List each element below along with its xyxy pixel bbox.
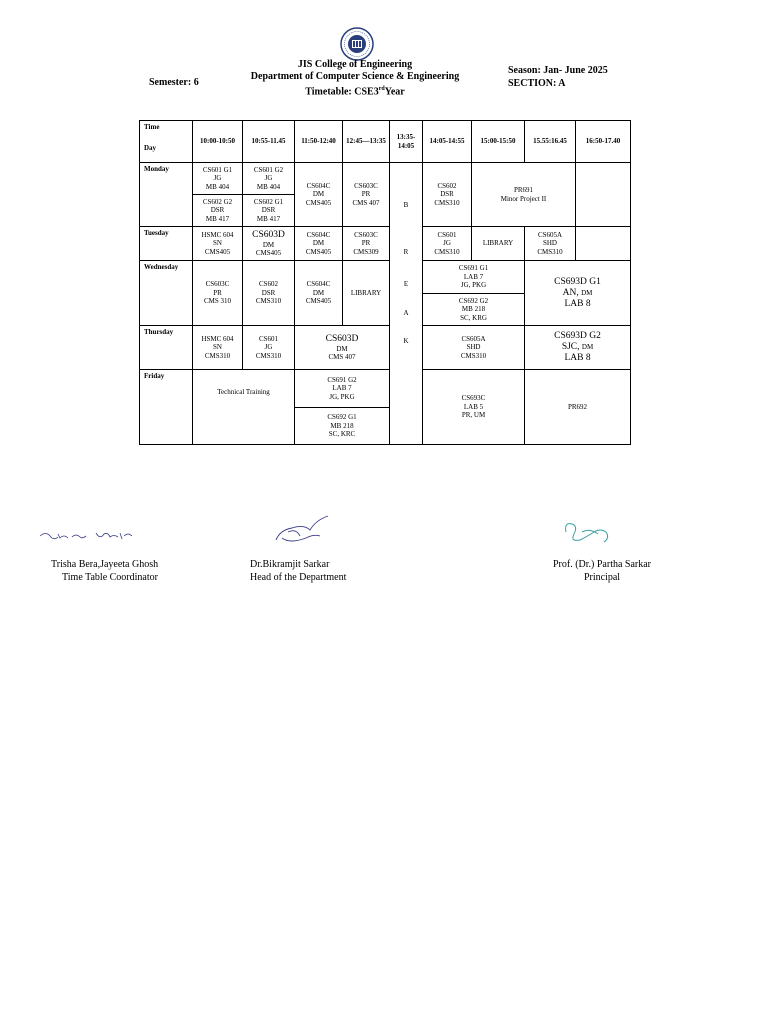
break-column: B R E A K: [390, 163, 423, 445]
wednesday-row-a: [140, 261, 631, 294]
slot-header: 15.55:16.45: [525, 121, 576, 163]
coordinator-signature: [38, 528, 138, 544]
semester-label: Semester: 6: [149, 77, 199, 88]
thursday-row: [140, 326, 631, 370]
time-day-header: Time Day: [140, 121, 193, 163]
empty-cell: [576, 163, 631, 227]
tuesday-class-cell: CS605A SHD CMS310: [525, 227, 576, 261]
wednesday-class-cell: CS602 DSR CMS310: [243, 261, 295, 326]
wednesday-lab-cell: CS692 G2 MB 218 SC, KRG: [423, 294, 525, 326]
day-monday: Monday: [140, 163, 193, 227]
timetable-title: Timetable: CSE3rdYear: [305, 86, 405, 98]
slot-header: 15:00-15:50: [472, 121, 525, 163]
day-wednesday: Wednesday: [140, 261, 193, 326]
signatory-role: Time Table Coordinator: [62, 572, 158, 583]
slot-header: 11:50-12:40: [295, 121, 343, 163]
signature-coordinator: [51, 558, 167, 584]
signatory-role: Principal: [583, 572, 621, 583]
monday-row-a: [140, 163, 631, 195]
day-tuesday: Tuesday: [140, 227, 193, 261]
thursday-elective-cell: CS693D G2 SJC, DM LAB 8: [525, 326, 631, 370]
friday-lab-cell: CS693C LAB 5 PR, UM: [423, 370, 525, 445]
technical-training-cell: Technical Training: [193, 370, 295, 445]
thursday-class-cell: CS603D DM CMS 407: [295, 326, 390, 370]
monday-class-cell: CS604C DM CMS405: [295, 163, 343, 227]
slot-header: 13:35-14:05: [390, 121, 423, 163]
tuesday-class-cell: CS601 JG CMS310: [423, 227, 472, 261]
tuesday-class-cell: HSMC 604 SN CMS405: [193, 227, 243, 261]
monday-class-cell: CS602 DSR CMS310: [423, 163, 472, 227]
slot-header: 16:50-17.40: [576, 121, 631, 163]
season-label: Season: Jan- June 2025: [508, 65, 608, 76]
college-logo: [340, 27, 374, 61]
library-cell: LIBRARY: [343, 261, 390, 326]
signatory-name: Dr.Bikramjit Sarkar: [250, 559, 330, 570]
thursday-class-cell: CS605A SHD CMS310: [423, 326, 525, 370]
signature-hod: [250, 558, 346, 584]
slot-header: 10:00-10:50: [193, 121, 243, 163]
document-header: [230, 59, 480, 98]
college-name: JIS College of Engineering: [297, 59, 413, 70]
principal-signature: [560, 518, 615, 548]
tuesday-class-cell: CS603D DM CMS405: [243, 227, 295, 261]
slot-header: 14:05-14:55: [423, 121, 472, 163]
timetable: [139, 120, 631, 445]
empty-cell: [576, 227, 631, 261]
slot-header: 12:45—13:35: [343, 121, 390, 163]
monday-project-cell: PR691 Minor Project II: [472, 163, 576, 227]
tuesday-class-cell: CS604C DM CMS405: [295, 227, 343, 261]
signatory-name: Prof. (Dr.) Partha Sarkar: [552, 559, 652, 570]
day-friday: Friday: [140, 370, 193, 445]
library-cell: LIBRARY: [472, 227, 525, 261]
friday-row-a: [140, 370, 631, 408]
hod-signature: [270, 510, 335, 550]
signature-principal: [548, 558, 656, 584]
signatory-role: Head of the Department: [250, 572, 347, 583]
monday-class-cell: CS601 G2 JG MB 404: [243, 163, 295, 195]
section-label: SECTION: A: [508, 78, 566, 89]
wednesday-class-cell: CS604C DM CMS405: [295, 261, 343, 326]
friday-project-cell: PR692: [525, 370, 631, 445]
wednesday-elective-cell: CS693D G1 AN, DM LAB 8: [525, 261, 631, 326]
season-block: [508, 64, 608, 90]
thursday-class-cell: CS601 JG CMS310: [243, 326, 295, 370]
friday-lab-cell: CS691 G2 LAB 7 JG, PKG: [295, 370, 390, 408]
tuesday-row: [140, 227, 631, 261]
friday-lab-cell: CS692 G1 MB 218 SC, KRC: [295, 408, 390, 445]
header-row: [140, 121, 631, 163]
wednesday-class-cell: CS603C PR CMS 310: [193, 261, 243, 326]
slot-header: 10:55-11.45: [243, 121, 295, 163]
thursday-class-cell: HSMC 604 SN CMS310: [193, 326, 243, 370]
monday-class-cell: CS602 G1 DSR MB 417: [243, 195, 295, 227]
monday-class-cell: CS601 G1 JG MB 404: [193, 163, 243, 195]
day-thursday: Thursday: [140, 326, 193, 370]
signatory-name: Trisha Bera,Jayeeta Ghosh: [51, 559, 159, 570]
wednesday-lab-cell: CS691 G1 LAB 7 JG, PKG: [423, 261, 525, 294]
department-name: Department of Computer Science & Engineering: [250, 71, 460, 82]
monday-class-cell: CS603C PR CMS 407: [343, 163, 390, 227]
tuesday-class-cell: CS603C PR CMS309: [343, 227, 390, 261]
monday-class-cell: CS602 G2 DSR MB 417: [193, 195, 243, 227]
